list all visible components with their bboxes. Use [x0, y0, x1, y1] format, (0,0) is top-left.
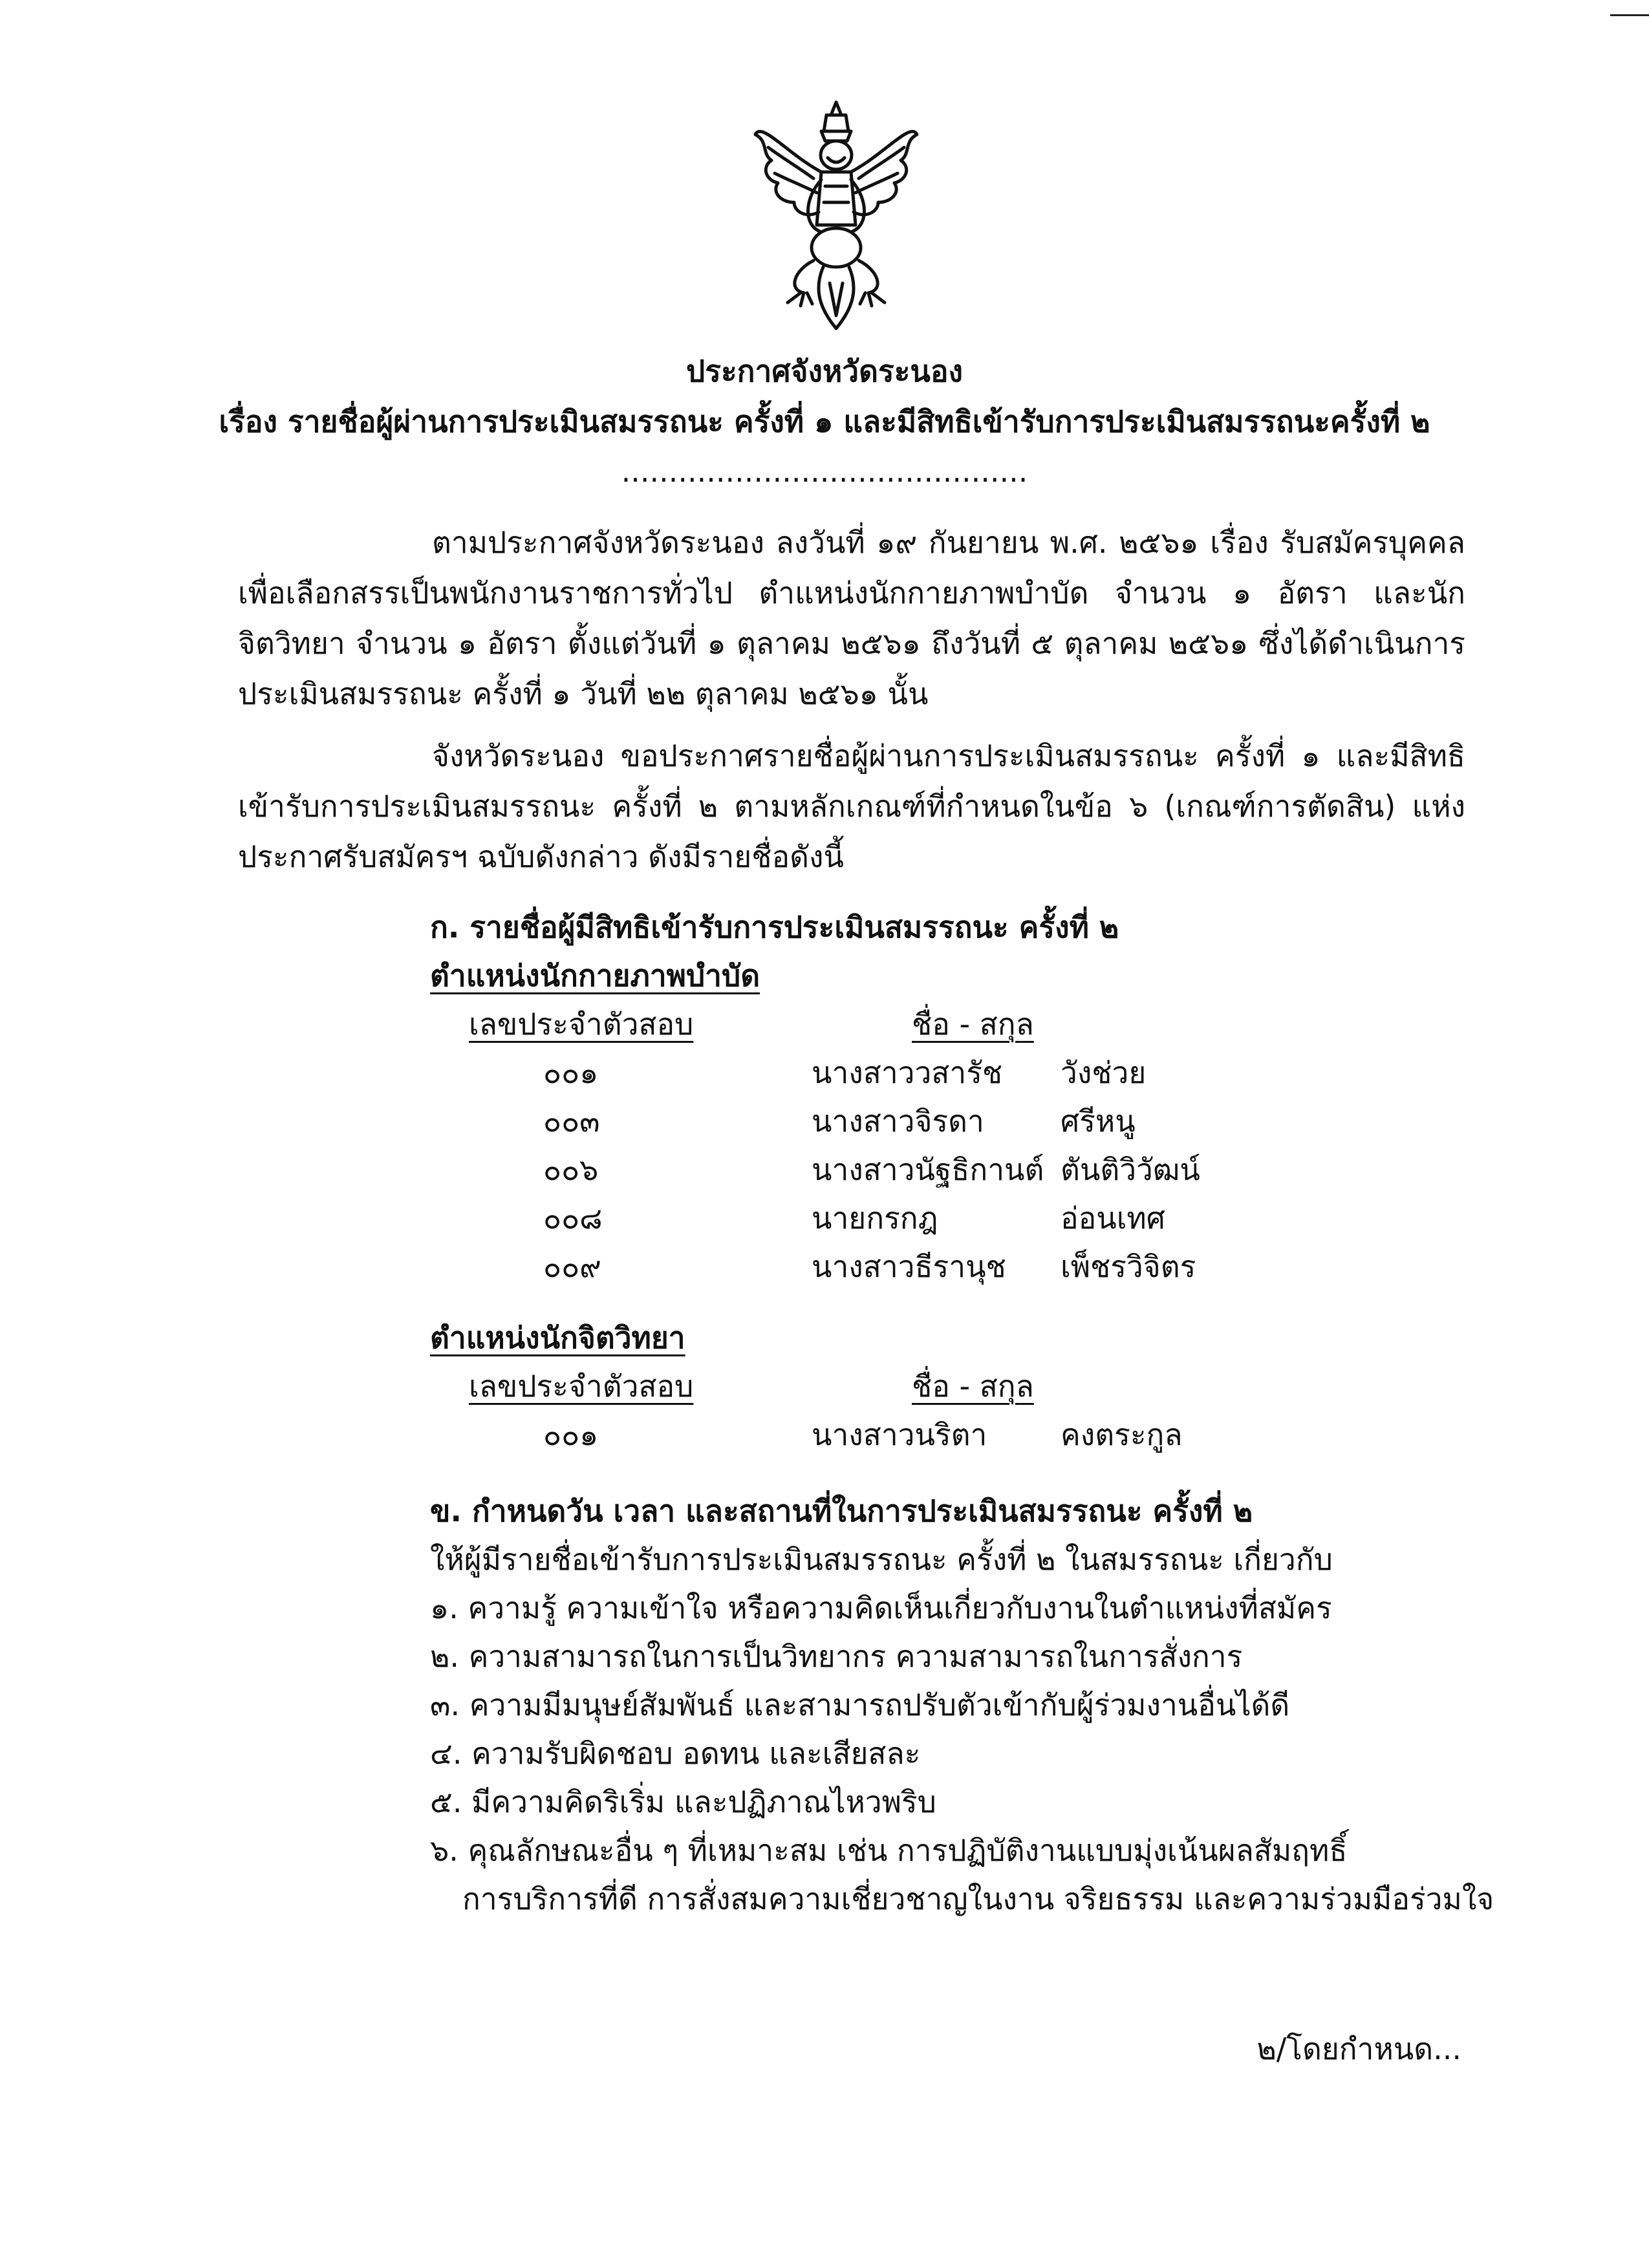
last-name: วังช่วย	[1061, 1055, 1147, 1090]
page-continuation-note: ๒/โดยกำหนด...	[1256, 2031, 1461, 2066]
position-title-physiotherapist: ตำแหน่งนักกายภาพบำบัด	[430, 958, 760, 993]
last-name: ตันติวิวัฒน์	[1061, 1152, 1200, 1187]
position-title-psychologist: ตำแหน่งนักจิตวิทยา	[430, 1320, 685, 1355]
exam-id: ๐๐๙	[543, 1249, 601, 1284]
section-b-intro: ให้ผู้มีรายชื่อเข้ารับการประเมินสมรรถนะ ครั้งที่ ๒ ในสมรรถนะ เกี่ยวกับ	[430, 1542, 1333, 1577]
first-name: นางสาววสารัช	[812, 1055, 1003, 1090]
header-divider: ...........................................	[621, 454, 1028, 489]
exam-id: ๐๐๘	[543, 1201, 603, 1236]
column-header-name: ชื่อ - สกุล	[912, 1007, 1034, 1042]
scan-edge-mark	[1610, 14, 1649, 16]
list-item: ๒. ความสามารถในการเป็นวิทยากร ความสามารถในการสั่งการ	[430, 1639, 1243, 1674]
exam-id: ๐๐๓	[543, 1104, 600, 1139]
last-name: คงตระกูล	[1061, 1417, 1183, 1452]
list-item: ๔. ความรับผิดชอบ อดทน และเสียสละ	[430, 1736, 921, 1771]
garuda-emblem-icon	[742, 96, 930, 335]
last-name: ศรีหนู	[1061, 1104, 1136, 1139]
list-item: ๓. ความมีมนุษย์สัมพันธ์ และสามารถปรับตัวเข้ากับผู้ร่วมงานอื่นได้ดี	[430, 1687, 1290, 1722]
list-item: ๕. มีความคิดริเริ่ม และปฏิภาณไหวพริบ	[430, 1784, 936, 1819]
first-name: นายกรกฎ	[812, 1201, 938, 1236]
column-header-exam-id: เลขประจำตัวสอบ	[469, 1369, 694, 1404]
first-name: นางสาวจิรดา	[812, 1104, 984, 1139]
exam-id: ๐๐๖	[543, 1152, 599, 1187]
section-b-heading: ข. กำหนดวัน เวลา และสถานที่ในการประเมินสมรรถนะ ครั้งที่ ๒	[430, 1493, 1253, 1528]
paragraph-1: ตามประกาศจังหวัดระนอง ลงวันที่ ๑๙ กันยายน พ.ศ. ๒๕๖๑ เรื่อง รับสมัครบุคคลเพื่อเลือกสรรเป็นพนักงานราชการทั่วไป ตำแหน่งนักกายภาพบำบัด จำนวน ๑ อัตรา และนักจิตวิทยา จำนวน ๑ อัตรา ตั้งแต่วันที่ ๑ ตุลาคม ๒๕๖๑ ถึงวันที่ ๕ ตุลาคม ๒๕๖๑ ซึ่งได้ดำเนินการประเมินสมรรถนะ ครั้งที่ ๑ วันที่ ๒๒ ตุลาคม ๒๕๖๑ นั้น	[238, 525, 1465, 711]
first-name: นางสาวนริตา	[812, 1417, 987, 1452]
section-a-heading: ก. รายชื่อผู้มีสิทธิเข้ารับการประเมินสมรรถนะ ครั้งที่ ๒	[430, 910, 1119, 945]
list-item: ๑. ความรู้ ความเข้าใจ หรือความคิดเห็นเกี่ยวกับงานในตำแหน่งที่สมัคร	[430, 1590, 1332, 1625]
announcement-subject: เรื่อง รายชื่อผู้ผ่านการประเมินสมรรถนะ ครั้งที่ ๑ และมีสิทธิเข้ารับการประเมินสมรรถนะครั้งที่ ๒	[219, 404, 1430, 439]
last-name: เพ็ชรวิจิตร	[1061, 1249, 1196, 1284]
exam-id: ๐๐๑	[543, 1055, 599, 1090]
paragraph-2: จังหวัดระนอง ขอประกาศรายชื่อผู้ผ่านการประเมินสมรรถนะ ครั้งที่ ๑ และมีสิทธิเข้ารับการประเมินสมรรถนะ ครั้งที่ ๒ ตามหลักเกณฑ์ที่กำหนดในข้อ ๖ (เกณฑ์การตัดสิน) แห่งประกาศรับสมัครฯ ฉบับดังกล่าว ดังมีรายชื่อดังนี้	[238, 738, 1465, 874]
first-name: นางสาวธีรานุช	[812, 1249, 1006, 1284]
column-header-name: ชื่อ - สกุล	[912, 1369, 1034, 1404]
list-item: ๖. คุณลักษณะอื่น ๆ ที่เหมาะสม เช่น การปฏิบัติงานแบบมุ่งเน้นผลสัมฤทธิ์	[430, 1833, 1348, 1868]
first-name: นางสาวนัฐธิกานต์	[812, 1152, 1044, 1187]
list-item-continuation: การบริการที่ดี การสั่งสมความเชี่ยวชาญในงาน จริยธรรม และความร่วมมือร่วมใจ	[462, 1881, 1494, 1916]
exam-id: ๐๐๑	[543, 1417, 599, 1452]
column-header-exam-id: เลขประจำตัวสอบ	[469, 1007, 694, 1042]
announcement-title: ประกาศจังหวัดระนอง	[686, 354, 963, 389]
last-name: อ่อนเทศ	[1061, 1201, 1165, 1236]
